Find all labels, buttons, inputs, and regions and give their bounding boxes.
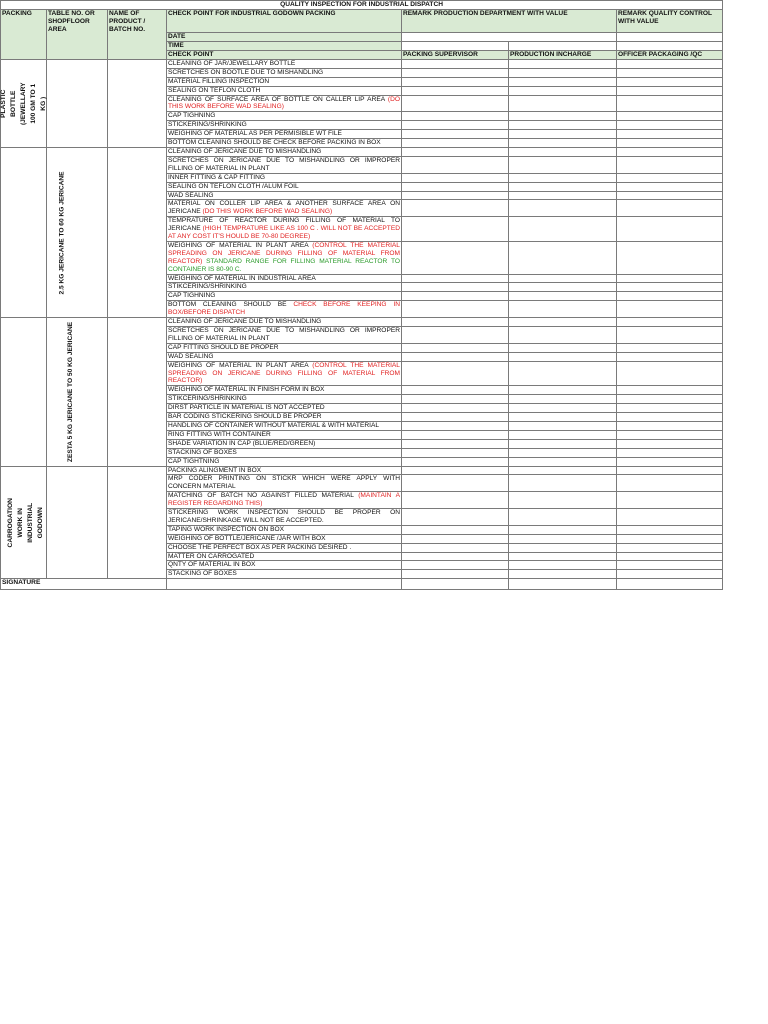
officer-packaging-cell[interactable] (617, 386, 723, 395)
check-point-text: STICKERING WORK INSPECTION SHOULD BE PROPER ON JERICANE/SHRINKAGE WILL NOT BE ACCEPTED. (168, 509, 400, 524)
production-incharge-cell[interactable] (509, 200, 617, 217)
packing-supervisor-cell[interactable] (402, 318, 509, 327)
packing-supervisor-cell[interactable] (402, 139, 509, 148)
check-point-text: BOTTOM CLEANING SHOULD BE (168, 301, 294, 309)
check-point-cell (167, 475, 402, 492)
time-incharge-cell[interactable] (509, 41, 617, 50)
check-point-text: TEMPRATURE OF REACTOR DURING FILLING OF MATERIAL TO JERICANE (168, 217, 400, 233)
packing-supervisor-cell[interactable] (402, 430, 509, 439)
packing-supervisor-cell[interactable] (402, 301, 509, 318)
officer-packaging-cell[interactable] (617, 552, 723, 561)
production-incharge-cell[interactable] (509, 492, 617, 509)
check-point-note-red: (DO THIS WORK BEFORE WAD SEALING) (202, 208, 333, 216)
check-point-note-red: (MAINTAIN A REGISTER REGARDING THIS) (168, 492, 400, 508)
check-point-cell (167, 570, 402, 579)
section-label (1, 466, 47, 579)
check-point-text: CHOOSE THE PERFECT BOX AS PER PACKING DESIRED . (168, 543, 352, 551)
signature-label: SIGNATURE (1, 579, 167, 590)
check-point-text: SHADE VARIATION IN CAP (BLUE/RED/GREEN) (168, 439, 316, 447)
check-point-cell (167, 509, 402, 526)
check-point-text: WEIGHING OF MATERIAL IN FINISH FORM IN BOX (168, 386, 325, 394)
production-incharge-cell[interactable] (509, 343, 617, 352)
check-point-cell (167, 59, 402, 68)
section-label-text (0, 81, 48, 126)
check-point-text: WEIGHING OF MATERIAL IN PLANT AREA (168, 361, 313, 369)
production-incharge-cell[interactable] (509, 191, 617, 200)
signature-officer-cell[interactable] (617, 579, 723, 590)
production-incharge-cell[interactable] (509, 318, 617, 327)
packing-supervisor-cell[interactable] (402, 77, 509, 86)
packing-supervisor-cell[interactable] (402, 343, 509, 352)
check-point-cell (167, 86, 402, 95)
date-label: DATE (167, 32, 402, 41)
production-incharge-cell[interactable] (509, 139, 617, 148)
table-no-cell[interactable] (47, 147, 108, 317)
officer-packaging-cell[interactable] (617, 200, 723, 217)
production-incharge-cell[interactable] (509, 509, 617, 526)
checklist-row (1, 466, 723, 475)
officer-packaging-cell[interactable] (617, 543, 723, 552)
officer-packaging-cell[interactable] (617, 492, 723, 509)
production-incharge-cell[interactable] (509, 570, 617, 579)
production-incharge-cell[interactable] (509, 301, 617, 318)
check-point-cell (167, 430, 402, 439)
checklist-row (1, 318, 723, 327)
officer-packaging-cell[interactable] (617, 139, 723, 148)
officer-packaging-cell[interactable] (617, 95, 723, 112)
production-incharge-cell[interactable] (509, 352, 617, 361)
officer-packaging-cell[interactable] (617, 561, 723, 570)
officer-packaging-cell[interactable] (617, 274, 723, 283)
packing-supervisor-cell[interactable] (402, 274, 509, 283)
officer-packaging-cell[interactable] (617, 439, 723, 448)
packing-supervisor-cell[interactable] (402, 413, 509, 422)
officer-packaging-cell[interactable] (617, 121, 723, 130)
section-label (1, 147, 66, 317)
check-point-cell (167, 439, 402, 448)
packing-supervisor-cell[interactable] (402, 475, 509, 492)
production-incharge-cell[interactable] (509, 543, 617, 552)
check-point-cell (167, 68, 402, 77)
production-incharge-cell[interactable] (509, 475, 617, 492)
check-point-cell (167, 200, 402, 217)
check-point-text: HANDLING OF CONTAINER WITHOUT MATERIAL & WITH MATERIAL (168, 421, 380, 429)
check-point-text: BOTTOM CLEANING SHOULD BE CHECK BEFORE PACKING IN BOX (168, 139, 381, 147)
production-incharge-cell[interactable] (509, 121, 617, 130)
check-point-cell (167, 466, 402, 475)
check-point-cell (167, 327, 402, 344)
check-point-text: CAP TIGHNING (168, 112, 216, 120)
production-incharge-cell[interactable] (509, 217, 617, 242)
officer-packaging-cell[interactable] (617, 466, 723, 475)
officer-packaging-cell[interactable] (617, 112, 723, 121)
packing-supervisor-cell[interactable] (402, 182, 509, 191)
check-point-text: STIKCERING/SHRINKING (168, 283, 247, 291)
check-point-text: MATERIAL ON COLLER LIP AREA & ANOTHER SURFACE AREA ON JERICANE (168, 200, 400, 216)
check-point-cell (167, 292, 402, 301)
production-incharge-cell[interactable] (509, 552, 617, 561)
officer-packaging-cell[interactable] (617, 327, 723, 344)
production-incharge-cell[interactable] (509, 439, 617, 448)
packing-supervisor-cell[interactable] (402, 327, 509, 344)
production-incharge-cell[interactable] (509, 77, 617, 86)
packing-supervisor-cell[interactable] (402, 534, 509, 543)
check-point-cell (167, 241, 402, 274)
check-point-cell (167, 448, 402, 457)
check-point-cell (167, 191, 402, 200)
check-point-cell (167, 274, 402, 283)
officer-packaging-cell[interactable] (617, 156, 723, 173)
check-point-note-red: (HIGH TEMPRATURE LIKE AS 100 C . WILL NOT BE ACCEPTED AT ANY COST IT'S HOULD BE 70-80 DEGREE) (168, 225, 400, 241)
production-incharge-cell[interactable] (509, 68, 617, 77)
check-point-note-grn: STANDARD RANGE FOR FILLING MATERIAL REACTOR TO CONTAINER IS 80-90 C. (168, 257, 400, 273)
check-point-cell (167, 139, 402, 148)
check-point-cell (167, 404, 402, 413)
section-label-text (6, 498, 46, 547)
officer-packaging-cell[interactable] (617, 352, 723, 361)
checkpoint-title-header: CHECK POINT FOR INDUSTRIAL GODOWN PACKING (167, 9, 402, 32)
check-point-cell (167, 156, 402, 173)
production-incharge-cell[interactable] (509, 182, 617, 191)
check-point-text: MATCHING OF BATCH NO AGAINST FILLED MATERIAL (168, 492, 359, 500)
check-point-text: CLEANING OF JERICANE DUE TO MISHANDLING (168, 147, 322, 155)
section-label-line1: ZESTA 5 KG JERICANE TO 50 KG JERICANE (67, 321, 75, 462)
section-label (1, 318, 75, 466)
check-point-cell (167, 395, 402, 404)
check-point-text: CAP TIGHNING (168, 292, 216, 300)
check-point-cell (167, 343, 402, 352)
checklist-row (1, 59, 723, 68)
packing-supervisor-cell[interactable] (402, 421, 509, 430)
checklist-row (1, 147, 723, 156)
production-incharge-cell[interactable] (509, 534, 617, 543)
officer-packaging-cell[interactable] (617, 292, 723, 301)
production-incharge-cell[interactable] (509, 292, 617, 301)
packing-supervisor-cell[interactable] (402, 283, 509, 292)
check-point-text: QNTY OF MATERIAL IN BOX (168, 561, 256, 569)
packing-supervisor-cell[interactable] (402, 525, 509, 534)
officer-packaging-cell[interactable] (617, 404, 723, 413)
packing-supervisor-cell[interactable] (402, 292, 509, 301)
production-incharge-cell[interactable] (509, 241, 617, 274)
check-point-cell (167, 543, 402, 552)
production-incharge-cell[interactable] (509, 448, 617, 457)
check-point-text: SEALING ON TEFLON CLOTH /ALUM FOIL (168, 182, 299, 190)
check-point-header: CHECK POINT (167, 50, 402, 59)
check-point-text: SCRETCHES ON JERICANE DUE TO MISHANDLING OR IMPROPER FILLING OF MATERIAL IN PLANT (168, 327, 400, 342)
product-batch-cell[interactable] (108, 466, 167, 579)
packing-supervisor-cell[interactable] (402, 217, 509, 242)
section-label-line2: GODOWN (36, 506, 44, 538)
production-incharge-cell[interactable] (509, 386, 617, 395)
remark-production-header: REMARK PRODUCTION DEPARTMENT WITH VALUE (402, 9, 617, 32)
packing-supervisor-cell[interactable] (402, 509, 509, 526)
officer-packaging-cell[interactable] (617, 413, 723, 422)
check-point-text: MRP CODER PRINTING ON STICKR WHICH WERE APPLY WITH CONCERN MATERIAL (168, 475, 400, 491)
check-point-text: WEIGHING OF MATERIAL AS PER PERMISIBLE WT FILE (168, 130, 342, 138)
section-label-text (67, 322, 75, 462)
officer-packaging-cell[interactable] (617, 147, 723, 156)
production-incharge-cell[interactable] (509, 112, 617, 121)
check-point-cell (167, 182, 402, 191)
check-point-text: SCRETCHES ON BOOTLE DUE TO MISHANDLING (168, 68, 324, 76)
packing-supervisor-header: PACKING SUPERVISOR (402, 50, 509, 59)
production-incharge-cell[interactable] (509, 283, 617, 292)
officer-packaging-cell[interactable] (617, 68, 723, 77)
packing-supervisor-cell[interactable] (402, 241, 509, 274)
packing-supervisor-cell[interactable] (402, 112, 509, 121)
check-point-text: SCRETCHES ON JERICANE DUE TO MISHANDLING OR IMPROPER FILLING OF MATERIAL IN PLANT (168, 156, 400, 172)
check-point-cell (167, 552, 402, 561)
check-point-cell (167, 413, 402, 422)
check-point-cell (167, 361, 402, 386)
packing-supervisor-cell[interactable] (402, 86, 509, 95)
production-incharge-cell[interactable] (509, 525, 617, 534)
check-point-text: CAP TIGHTNING (168, 457, 220, 465)
packing-supervisor-cell[interactable] (402, 543, 509, 552)
production-incharge-cell[interactable] (509, 95, 617, 112)
officer-packaging-cell[interactable] (617, 421, 723, 430)
production-incharge-cell[interactable] (509, 430, 617, 439)
section-label-line1: CARROGATION WORK IN INDUSTRIAL (6, 497, 34, 548)
check-point-text: STICKERING/SHRINKING (168, 121, 247, 129)
production-incharge-cell[interactable] (509, 561, 617, 570)
packing-supervisor-cell[interactable] (402, 386, 509, 395)
check-point-cell (167, 561, 402, 570)
packing-supervisor-cell[interactable] (402, 457, 509, 466)
production-incharge-cell[interactable] (509, 404, 617, 413)
check-point-text: WAD SEALING (168, 191, 214, 199)
officer-packaging-cell[interactable] (617, 475, 723, 492)
date-quality-cell[interactable] (617, 32, 723, 41)
check-point-text: CLEANING OF SURFACE AREA OF BOTTLE ON CALLER LIP AREA (168, 95, 388, 103)
table-no-header: TABLE NO. OR SHOPFLOOR AREA (47, 9, 108, 59)
check-point-cell (167, 457, 402, 466)
check-point-cell (167, 421, 402, 430)
check-point-note-red: (CONTROL THE MATERIAL SPREADING ON JERICANE DURING FILLING OF MATERIAL FROM REACTOR) (168, 361, 400, 385)
check-point-cell (167, 525, 402, 534)
production-incharge-cell[interactable] (509, 130, 617, 139)
production-incharge-cell[interactable] (509, 156, 617, 173)
packing-supervisor-cell[interactable] (402, 570, 509, 579)
officer-packaging-cell[interactable] (617, 59, 723, 68)
check-point-cell (167, 352, 402, 361)
check-point-note-red: (DO THIS WORK BEFORE WAD SEALING) (168, 95, 400, 111)
table-no-cell[interactable] (47, 59, 108, 147)
check-point-text: PACKING ALINGMENT IN BOX (168, 466, 262, 474)
production-incharge-header: PRODUCTION INCHARGE (509, 50, 617, 59)
form-title: QUALITY INSPECTION FOR INDUSTRIAL DISPATCH (1, 1, 723, 10)
officer-packaging-cell[interactable] (617, 130, 723, 139)
officer-packaging-cell[interactable] (617, 430, 723, 439)
check-point-text: WEIGHING OF BOTTLE/JERICANE /JAR WITH BOX (168, 534, 326, 542)
time-supervisor-cell[interactable] (402, 41, 509, 50)
packing-supervisor-cell[interactable] (402, 552, 509, 561)
header-row (1, 9, 723, 32)
officer-packaging-header: OFFICER PACKAGING /QC (617, 50, 723, 59)
check-point-text: STACKING OF BOXES (168, 448, 237, 456)
check-point-cell (167, 217, 402, 242)
check-point-text: MATERIAL FILLING INSPECTION (168, 77, 270, 85)
packing-supervisor-cell[interactable] (402, 121, 509, 130)
check-point-text: SEALING ON TEFLON CLOTH (168, 86, 261, 94)
check-point-cell (167, 130, 402, 139)
production-incharge-cell[interactable] (509, 413, 617, 422)
check-point-text: INNER FITTING & CAP FITTING (168, 173, 265, 181)
check-point-text: MATTER ON CARROGATED (168, 552, 255, 560)
check-point-text: CLEANING OF JERICANE DUE TO MISHANDLING (168, 318, 322, 326)
production-incharge-cell[interactable] (509, 395, 617, 404)
packing-supervisor-cell[interactable] (402, 191, 509, 200)
officer-packaging-cell[interactable] (617, 448, 723, 457)
officer-packaging-cell[interactable] (617, 173, 723, 182)
officer-packaging-cell[interactable] (617, 77, 723, 86)
officer-packaging-cell[interactable] (617, 343, 723, 352)
production-incharge-cell[interactable] (509, 173, 617, 182)
officer-packaging-cell[interactable] (617, 525, 723, 534)
officer-packaging-cell[interactable] (617, 86, 723, 95)
check-point-cell (167, 301, 402, 318)
check-point-cell (167, 534, 402, 543)
packing-header: PACKING (1, 9, 47, 59)
packing-supervisor-cell[interactable] (402, 361, 509, 386)
packing-supervisor-cell[interactable] (402, 68, 509, 77)
officer-packaging-cell[interactable] (617, 301, 723, 318)
officer-packaging-cell[interactable] (617, 241, 723, 274)
check-point-text: CAP FITTING SHOULD BE PROPER (168, 343, 279, 351)
production-incharge-cell[interactable] (509, 274, 617, 283)
officer-packaging-cell[interactable] (617, 191, 723, 200)
packing-supervisor-cell[interactable] (402, 492, 509, 509)
check-point-cell (167, 386, 402, 395)
name-product-header: NAME OF PRODUCT / BATCH NO. (108, 9, 167, 59)
check-point-text: RING FITTING WITH CONTAINER (168, 430, 271, 438)
officer-packaging-cell[interactable] (617, 570, 723, 579)
check-point-cell (167, 112, 402, 121)
check-point-text: TAPING WORK INSPECTION ON BOX (168, 525, 285, 533)
check-point-text: DIRST PARTICLE IN MATERIAL IS NOT ACCEPTED (168, 404, 325, 412)
officer-packaging-cell[interactable] (617, 283, 723, 292)
officer-packaging-cell[interactable] (617, 361, 723, 386)
signature-row (1, 579, 723, 590)
check-point-text: CLEANING OF JAR/JEWELLARY BOTTLE (168, 59, 296, 67)
production-incharge-cell[interactable] (509, 147, 617, 156)
packing-supervisor-cell[interactable] (402, 466, 509, 475)
officer-packaging-cell[interactable] (617, 182, 723, 191)
check-point-note-red: (CONTROL THE MATERIAL SPREADING ON JERICANE DURING FILLING OF MATERIAL FROM REACTOR) (168, 241, 400, 265)
packing-supervisor-cell[interactable] (402, 404, 509, 413)
check-point-text: WAD SEALING (168, 352, 214, 360)
officer-packaging-cell[interactable] (617, 318, 723, 327)
table-no-cell[interactable] (47, 466, 108, 579)
check-point-cell (167, 95, 402, 112)
packing-supervisor-cell[interactable] (402, 156, 509, 173)
production-incharge-cell[interactable] (509, 466, 617, 475)
section-label-line1: PLASTIC BOTTLE (0, 89, 17, 118)
check-point-cell (167, 147, 402, 156)
check-point-text: WEIGHING OF MATERIAL IN PLANT AREA (168, 241, 313, 249)
packing-supervisor-cell[interactable] (402, 439, 509, 448)
check-point-note-red: CHECK BEFORE KEEPING IN BOX/BEFORE DISPATCH (168, 301, 400, 317)
title-row (1, 1, 723, 10)
packing-supervisor-cell[interactable] (402, 395, 509, 404)
check-point-cell (167, 283, 402, 292)
check-point-text: BAR CODING STICKERING SHOULD BE PROPER (168, 413, 322, 421)
section-label-line1: 2.5 KG JERICANE TO 60 KG JERICANE (58, 171, 66, 295)
packing-supervisor-cell[interactable] (402, 352, 509, 361)
section-label-line2: (JEWELLARY 100 GM TO 1 KG ) (19, 82, 47, 125)
production-incharge-cell[interactable] (509, 86, 617, 95)
product-batch-cell[interactable] (108, 318, 167, 466)
signature-incharge-cell[interactable] (509, 579, 617, 590)
date-production-cell[interactable] (402, 32, 617, 41)
section-label-text (59, 171, 67, 294)
check-point-cell (167, 121, 402, 130)
signature-supervisor-cell[interactable] (402, 579, 509, 590)
packing-supervisor-cell[interactable] (402, 448, 509, 457)
product-batch-cell[interactable] (108, 59, 167, 147)
time-label: TIME (167, 41, 402, 50)
remark-quality-header: REMARK QUALITY CONTROL WITH VALUE (617, 9, 723, 32)
officer-packaging-cell[interactable] (617, 217, 723, 242)
signature-checkpoint-cell[interactable] (167, 579, 402, 590)
production-incharge-cell[interactable] (509, 59, 617, 68)
product-batch-cell[interactable] (108, 147, 167, 317)
check-point-cell (167, 173, 402, 182)
officer-packaging-cell[interactable] (617, 509, 723, 526)
packing-supervisor-cell[interactable] (402, 173, 509, 182)
check-point-text: STACKING OF BOXES (168, 570, 237, 578)
production-incharge-cell[interactable] (509, 327, 617, 344)
packing-supervisor-cell[interactable] (402, 95, 509, 112)
officer-packaging-cell[interactable] (617, 534, 723, 543)
packing-supervisor-cell[interactable] (402, 561, 509, 570)
packing-supervisor-cell[interactable] (402, 200, 509, 217)
table-no-cell[interactable] (47, 318, 108, 466)
packing-supervisor-cell[interactable] (402, 59, 509, 68)
production-incharge-cell[interactable] (509, 421, 617, 430)
officer-packaging-cell[interactable] (617, 457, 723, 466)
check-point-cell (167, 492, 402, 509)
check-point-cell (167, 318, 402, 327)
packing-supervisor-cell[interactable] (402, 147, 509, 156)
production-incharge-cell[interactable] (509, 457, 617, 466)
check-point-text: STIKCERING/SHRINKING (168, 395, 247, 403)
check-point-cell (167, 77, 402, 86)
section-label (1, 59, 47, 147)
officer-packaging-cell[interactable] (617, 395, 723, 404)
packing-supervisor-cell[interactable] (402, 130, 509, 139)
check-point-text: WEIGHING OF MATERIAL IN INDUSTRIAL AREA (168, 274, 316, 282)
time-quality-cell[interactable] (617, 41, 723, 50)
production-incharge-cell[interactable] (509, 361, 617, 386)
